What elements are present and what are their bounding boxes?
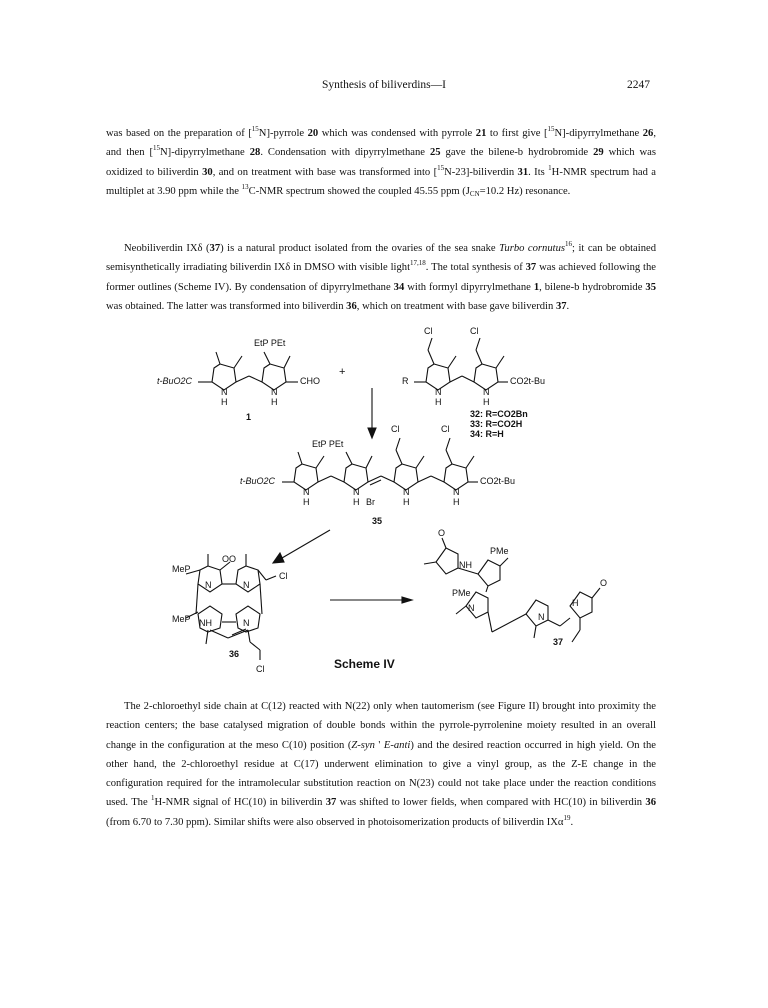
mep-label-bottom: MeP bbox=[172, 614, 191, 624]
scheme-caption: Scheme IV bbox=[334, 657, 395, 671]
h-label-35d: H bbox=[453, 497, 460, 507]
n-label-37c: N bbox=[538, 612, 545, 622]
h-label-37: H bbox=[572, 598, 579, 608]
plus-sign: + bbox=[339, 366, 346, 378]
h-label-35b: H bbox=[353, 497, 360, 507]
pme-label-mid: PMe bbox=[452, 588, 471, 598]
n-label-36d: N bbox=[243, 618, 250, 628]
o-label-37a: O bbox=[438, 528, 446, 538]
compound-32-34-structure bbox=[414, 338, 508, 390]
h-label-2a: H bbox=[435, 397, 442, 407]
n-label-37b: N bbox=[468, 603, 475, 613]
paragraph-2: Neobiliverdin IXδ (37) is a natural product isolated from the ovaries of the sea snake Turbo cornutus$^{16}$; it can be obtained semisynthetically irradiating biliverdin IXδ in DMSO with visible light$^{17,18}$. The total synthesis of 37 was achieved following the former outlines (Scheme IV). By condensation of dipyrrylmethane 34 with formyl dipyrrylmethane 1, bilene-b hydrobromide 35 was obtained. The latter was transformed into biliverdin 36, which on treatment with base gave biliverdin 37. bbox=[106, 240, 656, 312]
h-label-35c: H bbox=[403, 497, 410, 507]
h-label-1b: H bbox=[271, 397, 278, 407]
pme-label-top: PMe bbox=[490, 546, 509, 556]
n-label-35a: N bbox=[303, 487, 310, 497]
reaction-arrow-down bbox=[368, 388, 376, 438]
n-label-1b: N bbox=[271, 387, 278, 397]
r-group-label: R bbox=[402, 376, 409, 386]
compound-36-number: 36 bbox=[229, 649, 240, 659]
cl-label-36a: Cl bbox=[279, 571, 288, 581]
compound-1-structure bbox=[198, 352, 298, 390]
n-label-35c: N bbox=[403, 487, 410, 497]
co2tbu-label-2: CO2t-Bu bbox=[510, 376, 546, 386]
cl-label-b: Cl bbox=[470, 326, 479, 336]
paragraph-3: The 2-chloroethyl side chain at C(12) reacted with N(22) only when tautomerism (see Figure II) brought into proximity the reaction centers; the base catalysed migration of double bonds within the pyrrole-pyrrolenine moiety resulted in an overall change in the configuration at the meso C(10) position (Z-syn ' E-anti) and the desired reaction occurred in high yield. On the other hand, the 2-chloroethyl residue at C(17) underwent elimination to give a vinyl group, as the Z-E change in the configuration required for the intramolecular substitution reaction on N(23) could not take place under the reaction conditions used. The $^1$H-NMR signal of HC(10) in biliverdin 37 was shifted to lower fields, when compared with HC(10) in biliverdin 36 (from 6.70 to 7.30 ppm). Similar shifts were also observed in photoisomerization products of biliverdin IXα$^{19}$. bbox=[106, 701, 656, 828]
h-label-2b: H bbox=[483, 397, 490, 407]
cl-label-c: Cl bbox=[391, 424, 400, 434]
n-label-35d: N bbox=[453, 487, 460, 497]
compound-35-number: 35 bbox=[372, 516, 383, 526]
n-label-35b: N bbox=[353, 487, 360, 497]
oo-label: OO bbox=[222, 554, 237, 564]
paragraph-1: was based on the preparation of [$^{15}$N]-pyrrole 20 which was condensed with pyrrole 21 to first give [$^{15}$N]-dipyrrylmethane 26, and then [$^{15}$N]-dipyrrylmethane 28. Condensation with dipyrrylmethane 25 gave the bilene-b hydrobromide 29 which was oxidized to biliverdin 30, and on treatment with base was transformed into [$^{15}$N-23]-biliverdin 31. Its $^1$H-NMR spectrum had a multiplet at 3.90 ppm while the $^{13}$C-NMR spectrum showed the coupled 45.55 ppm ($J_{CN}=10.2$ Hz) resonance. bbox=[106, 125, 657, 198]
legend-33: 33: R=CO2H bbox=[470, 419, 523, 429]
scheme-iv bbox=[0, 320, 768, 685]
reaction-arrow-diagonal bbox=[273, 530, 330, 563]
compound-37-structure bbox=[424, 538, 600, 642]
running-title: Synthesis of biliverdins—I bbox=[322, 79, 446, 91]
page-number: 2247 bbox=[627, 79, 650, 91]
mep-label-top: MeP bbox=[172, 564, 191, 574]
tbuo2c-label-35: t-BuO2C bbox=[240, 476, 276, 486]
o-label-37b: O bbox=[600, 578, 608, 588]
n-label-36b: N bbox=[243, 580, 250, 590]
legend-32: 32: R=CO2Bn bbox=[470, 409, 528, 419]
compound-1-number: 1 bbox=[246, 412, 252, 422]
reaction-arrow-right bbox=[330, 597, 412, 603]
br-label-35: Br bbox=[366, 497, 375, 507]
etp-pet-label-mid: EtP PEt bbox=[312, 439, 344, 449]
tbuo2c-label-1: t-BuO2C bbox=[157, 376, 193, 386]
compound-36-structure bbox=[186, 554, 276, 660]
compound-37-number: 37 bbox=[553, 637, 564, 647]
n-label-1a: N bbox=[221, 387, 228, 397]
n-label-2a: N bbox=[435, 387, 442, 397]
cl-label-a: Cl bbox=[424, 326, 433, 336]
n-label-36a: N bbox=[205, 580, 212, 590]
legend-34: 34: R=H bbox=[470, 429, 504, 439]
cho-label: CHO bbox=[300, 376, 320, 386]
h-label-35a: H bbox=[303, 497, 310, 507]
nh-label-36c: NH bbox=[199, 618, 212, 628]
cl-label-d: Cl bbox=[441, 424, 450, 434]
n-label-2b: N bbox=[483, 387, 490, 397]
h-label-1a: H bbox=[221, 397, 228, 407]
co2tbu-label-35: CO2t-Bu bbox=[480, 476, 516, 486]
cl-label-36b: Cl bbox=[256, 664, 265, 674]
scheme-iv-drawing bbox=[0, 320, 768, 685]
nh-label-37a: NH bbox=[459, 560, 472, 570]
page-header bbox=[0, 79, 768, 99]
etp-pet-label-top: EtP PEt bbox=[254, 338, 286, 348]
